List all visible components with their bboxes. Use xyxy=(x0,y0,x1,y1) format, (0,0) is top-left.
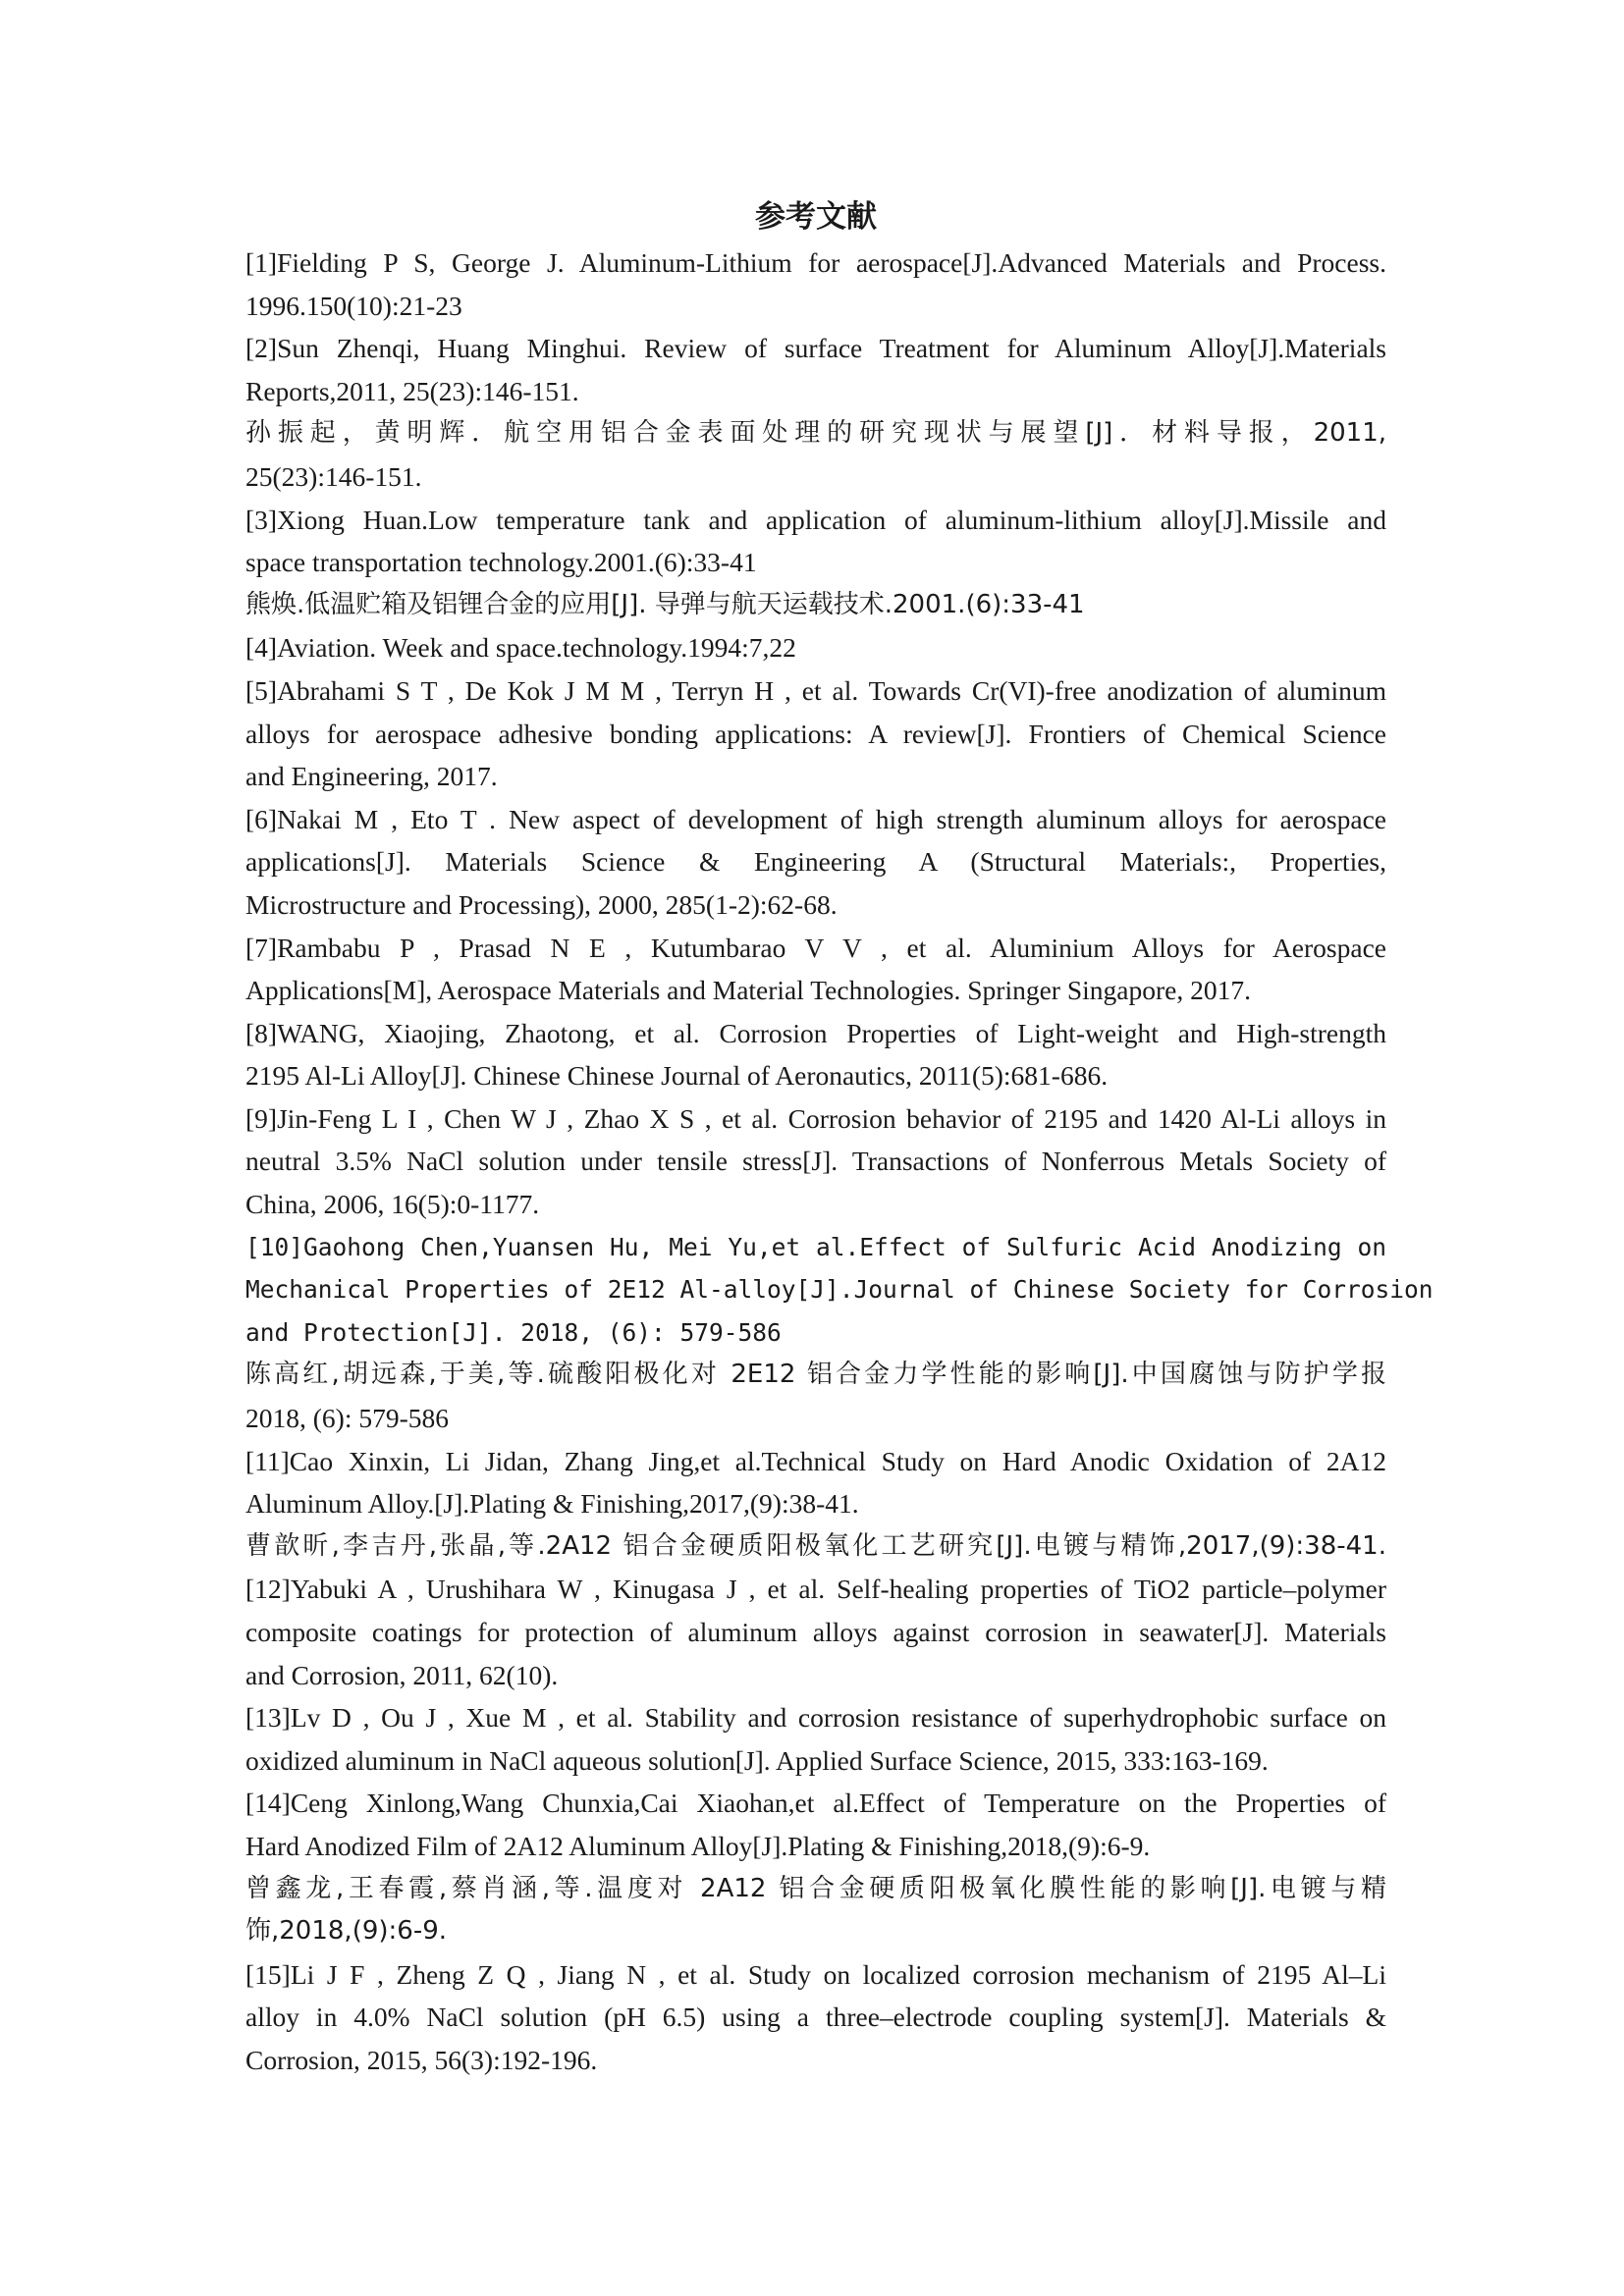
reference-entry xyxy=(245,1097,1386,1226)
reference-line: [3]Xiong Huan.Low temperature tank and application of aluminum-lithium alloy[J].Missile and xyxy=(245,504,1386,535)
reference-line: [4]Aviation. Week and space.technology.1994:7,22 xyxy=(245,632,796,664)
references-section xyxy=(245,192,1434,2082)
reference-entry xyxy=(245,327,1386,498)
reference-line: [15]Li J F , Zheng Z Q , Jiang N , et al. Study on localized corrosion mechanism of 2195 Al–Li xyxy=(245,1958,1386,1990)
reference-entry xyxy=(245,1440,1386,1569)
reference-entry xyxy=(245,1226,1434,1440)
reference-line: applications[J]. Materials Science & Engineering A (Structural Materials:, Properties, xyxy=(245,846,1386,878)
reference-line: 孙振起，黄明辉．航空用铝合金表面处理的研究现状与展望[J]．材料导报，2011, xyxy=(245,418,1386,449)
reference-entry xyxy=(245,1696,1386,1782)
page-title: 参考文献 xyxy=(755,199,877,235)
reference-line: neutral 3.5% NaCl solution under tensile stress[J]. Transactions of Nonferrous Metals Society of xyxy=(245,1146,1386,1177)
reference-line: Applications[M], Aerospace Materials and Material Technologies. Springer Singapore, 2017. xyxy=(245,975,1251,1006)
reference-line: [5]Abrahami S T , De Kok J M M , Terryn H , et al. Towards Cr(VI)-free anodization of aluminum xyxy=(245,674,1386,706)
reference-line: [8]WANG, Xiaojing, Zhaotong, et al. Corrosion Properties of Light-weight and High-strength xyxy=(245,1017,1386,1048)
reference-line: Mechanical Properties of 2E12 Al-alloy[J].Journal of Chinese Society for Corrosion xyxy=(245,1275,1434,1305)
reference-line: and Protection[J]. 2018, (6): 579-586 xyxy=(245,1317,782,1347)
reference-line: oxidized aluminum in NaCl aqueous solution[J]. Applied Surface Science, 2015, 333:163-169. xyxy=(245,1744,1269,1776)
reference-line: and Corrosion, 2011, 62(10). xyxy=(245,1659,559,1690)
reference-entry xyxy=(245,1782,1386,1952)
reference-line: alloys for aerospace adhesive bonding applications: A review[J]. Frontiers of Chemical Science xyxy=(245,718,1386,749)
reference-entry xyxy=(245,1012,1386,1097)
reference-entry xyxy=(245,927,1386,1012)
reference-line: [11]Cao Xinxin, Li Jidan, Zhang Jing,et al.Technical Study on Hard Anodic Oxidation of 2A12 xyxy=(245,1445,1386,1476)
reference-line: composite coatings for protection of aluminum alloys against corrosion in seawater[J]. Materials xyxy=(245,1617,1386,1647)
reference-line: [1]Fielding P S, George J. Aluminum-Lithium for aerospace[J].Advanced Materials and Process. xyxy=(245,247,1386,278)
reference-line: Reports,2011, 25(23):146-151. xyxy=(245,375,579,406)
reference-line: [6]Nakai M , Eto T . New aspect of development of high strength aluminum alloys for aerospace xyxy=(245,803,1386,834)
reference-line: Aluminum Alloy.[J].Plating & Finishing,2017,(9):38-41. xyxy=(245,1488,859,1520)
reference-line: Microstructure and Processing), 2000, 285(1-2):62-68. xyxy=(245,888,838,920)
reference-entry xyxy=(245,1568,1386,1696)
reference-entry xyxy=(245,669,1386,798)
reference-entry xyxy=(245,626,1386,669)
reference-line: 熊焕.低温贮箱及铝锂合金的应用[J]. 导弹与航天运载技术.2001.(6):33-41 xyxy=(245,589,1085,619)
reference-entry xyxy=(245,1953,1386,2082)
reference-line: [9]Jin-Feng L I , Chen W J , Zhao X S , et al. Corrosion behavior of 2195 and 1420 Al-Li alloys in xyxy=(245,1102,1386,1134)
reference-list xyxy=(245,241,1434,2082)
reference-entry xyxy=(245,499,1386,627)
reference-line: 2195 Al-Li Alloy[J]. Chinese Chinese Journal of Aeronautics, 2011(5):681-686. xyxy=(245,1060,1109,1092)
reference-line: and Engineering, 2017. xyxy=(245,761,498,792)
reference-line: [13]Lv D , Ou J , Xue M , et al. Stability and corrosion resistance of superhydrophobic surface on xyxy=(245,1702,1386,1734)
reference-line: 饰,2018,(9):6-9. xyxy=(245,1916,448,1947)
reference-line: China, 2006, 16(5):0-1177. xyxy=(245,1189,540,1220)
reference-line: [2]Sun Zhenqi, Huang Minghui. Review of surface Treatment for Aluminum Alloy[J].Materials xyxy=(245,333,1386,364)
reference-line: 曹歆昕,李吉丹,张晶,等.2A12 铝合金硬质阳极氧化工艺研究[J].电镀与精饰,2017,(9):38-41. xyxy=(245,1530,1386,1561)
reference-line: [12]Yabuki A , Urushihara W , Kinugasa J , et al. Self-healing properties of TiO2 particle–polymer xyxy=(245,1574,1386,1605)
reference-line: 曾鑫龙,王春霞,蔡肖涵,等.温度对 2A12 铝合金硬质阳极氧化膜性能的影响[J].电镀与精 xyxy=(245,1873,1386,1903)
reference-line: Corrosion, 2015, 56(3):192-196. xyxy=(245,2044,598,2075)
reference-line: 25(23):146-151. xyxy=(245,460,422,492)
reference-entry xyxy=(245,241,1386,327)
reference-line: Hard Anodized Film of 2A12 Aluminum Alloy[J].Plating & Finishing,2018,(9):6-9. xyxy=(245,1830,1151,1861)
reference-line: 1996.150(10):21-23 xyxy=(245,290,462,321)
reference-entry xyxy=(245,798,1386,927)
reference-line: [7]Rambabu P , Prasad N E , Kutumbarao V V , et al. Aluminium Alloys for Aerospace xyxy=(245,932,1386,963)
reference-line: alloy in 4.0% NaCl solution (pH 6.5) using a three–electrode coupling system[J]. Materials & xyxy=(245,2002,1386,2033)
reference-line: 2018, (6): 579-586 xyxy=(245,1403,449,1434)
reference-line: space transportation technology.2001.(6):33-41 xyxy=(245,547,757,578)
reference-line: [10]Gaohong Chen,Yuansen Hu, Mei Yu,et al.Effect of Sulfuric Acid Anodizing on xyxy=(245,1232,1386,1261)
reference-line: 陈高红,胡远森,于美,等.硫酸阳极化对 2E12 铝合金力学性能的影响[J].中国腐蚀与防护学报 xyxy=(245,1360,1386,1390)
reference-line: [14]Ceng Xinlong,Wang Chunxia,Cai Xiaohan,et al.Effect of Temperature on the Properties of xyxy=(245,1788,1386,1819)
